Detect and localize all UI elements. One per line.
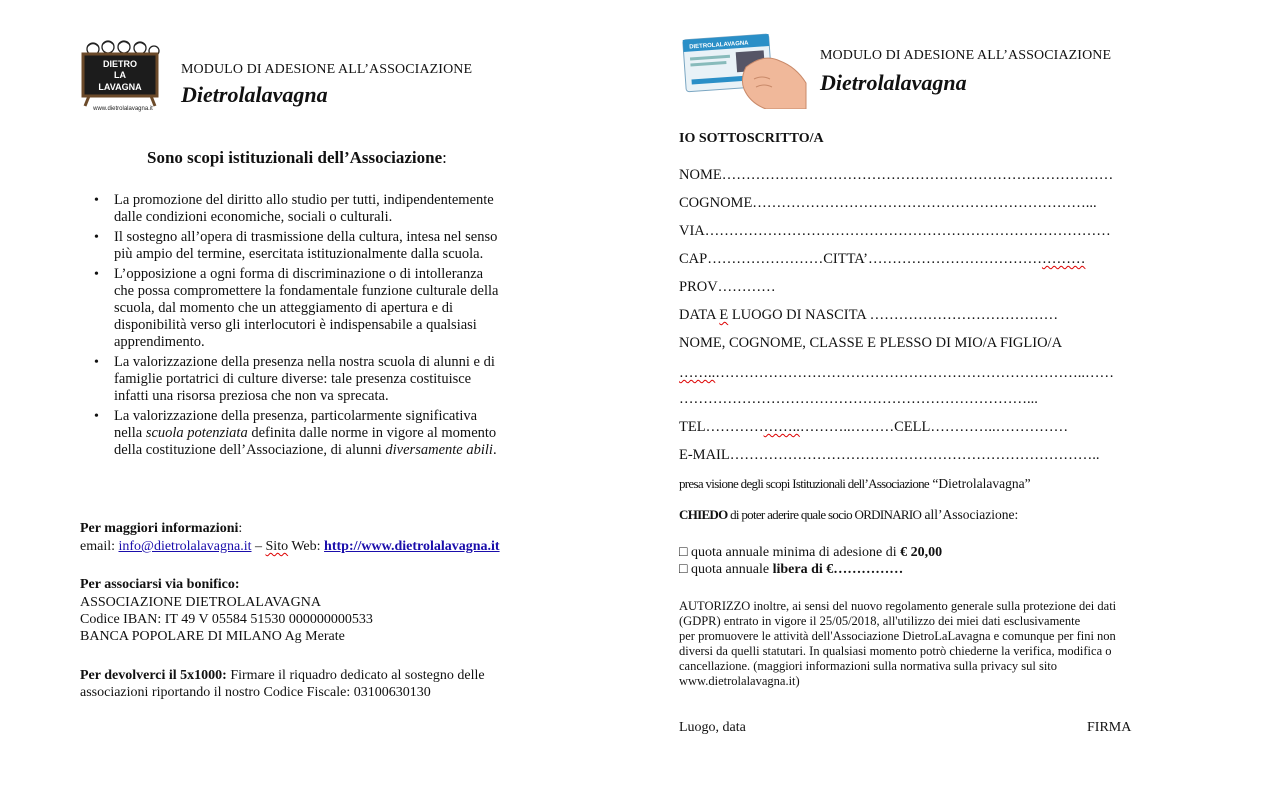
request-line	[679, 506, 1018, 524]
birth-e: E	[719, 307, 729, 323]
text-span: nella	[114, 425, 146, 441]
logo-caption: www.dietrolalavagna.it	[93, 106, 153, 112]
purpose-item	[88, 192, 608, 226]
field-cognome[interactable]: COGNOME……………………………………………………………...	[679, 195, 1097, 211]
purpose-item	[88, 354, 608, 405]
logo-line-3: LAVAGNA	[98, 82, 142, 92]
logo-line-1: DIETRO	[102, 59, 138, 69]
cap-citta-tail: ………	[1041, 251, 1086, 267]
bank-line: BANCA POPOLARE DI MILANO Ag Merate	[80, 629, 345, 644]
privacy-line: per promuovere le attività dell'Associazione DietroLaLavagna e comunque per fini non	[679, 629, 1116, 643]
fiscal-line-1	[80, 667, 485, 684]
purposes-title: Sono scopi istituzionali dell’Associazione	[147, 148, 443, 167]
info-title: Per maggiori informazioni	[80, 521, 239, 536]
subscriber-title: IO SOTTOSCRITTO/A	[679, 131, 824, 146]
privacy-line: cancellazione. (maggiori informazioni sulla normativa sulla privacy sul sito	[679, 659, 1058, 673]
text-span: .	[492, 442, 497, 458]
field-child-line2[interactable]: ………………………………………………………………...	[679, 391, 1038, 407]
child-line1-head: ……..	[679, 365, 716, 381]
right-header-title: Dietrolalavagna	[820, 70, 967, 95]
child-line1: …………………………………………………………………..……	[715, 365, 1114, 381]
purpose-line	[114, 425, 608, 442]
left-logo	[79, 40, 165, 112]
bank-line: Codice IBAN: IT 49 V 05584 51530 000000000533	[80, 612, 373, 627]
vision-quote: “Dietrolalavagna”	[929, 476, 1031, 491]
contact-line	[80, 538, 500, 555]
field-nome[interactable]: NOME………………………………………………………………………	[679, 167, 1114, 183]
field-via[interactable]: VIA…………………………………………………………………………	[679, 223, 1111, 239]
field-prov[interactable]: PROV…………	[679, 279, 776, 295]
tel-mid: ……..	[763, 419, 800, 435]
logo-line-2: LA	[114, 70, 126, 80]
card-in-hand-icon	[676, 27, 811, 109]
purpose-line: disponibilità verso gli interlocutori è indispensabile a qualsiasi	[114, 317, 477, 333]
vision-line	[679, 475, 1031, 493]
tel-pre: TEL…………	[679, 419, 764, 435]
birth-post: LUOGO DI NASCITA …………………………………	[728, 307, 1059, 323]
purpose-line: infatti una risorsa preziosa che non va sprecata.	[114, 388, 389, 404]
email-label: email:	[80, 539, 119, 554]
privacy-line: AUTORIZZO inoltre, ai sensi del nuovo regolamento generale sulla protezione dei dati	[679, 599, 1117, 613]
separator: –	[251, 539, 266, 554]
request-bold: CHIEDO	[679, 507, 728, 522]
site-label: Sito	[265, 539, 289, 554]
cap-citta-text: CAP……………………CITTA’………………………………	[679, 251, 1042, 267]
field-birth[interactable]	[679, 307, 1058, 324]
purpose-line: scuola, dal momento che un atteggiamento di apertura e di	[114, 300, 454, 316]
request-tail: all’Associazione:	[921, 507, 1019, 522]
field-child-line1[interactable]	[679, 365, 1114, 382]
text-span: definita dalle norme in vigore al momento	[247, 425, 497, 441]
quota-minimum-option[interactable]	[679, 544, 942, 561]
privacy-line: diversi da quelli statutari. In qualsiasi momento potrò chiederne la verifica, modifica o	[679, 644, 1112, 658]
request-text: di poter aderire quale socio ORDINARIO	[727, 507, 922, 522]
quota1-amount: € 20,00	[900, 545, 943, 560]
info-colon: :	[238, 521, 243, 536]
membership-card-image	[676, 27, 811, 109]
purpose-item	[88, 266, 608, 351]
birth-pre: DATA	[679, 307, 720, 323]
email-link[interactable]: info@dietrolalavagna.it	[118, 539, 252, 554]
vision-text: presa visione degli scopi Istituzionali dell’Associazione	[679, 476, 929, 491]
left-header-title: Dietrolalavagna	[181, 82, 328, 107]
purpose-item	[88, 229, 608, 263]
purpose-line: famiglie portatrici di culture diverse: tale presenza costituisce	[114, 371, 472, 387]
fiscal-line-2: associazioni riportando il nostro Codice Fiscale: 03100630130	[80, 685, 431, 700]
purpose-line: che possa compromettere la fondamentale funzione culturale della	[114, 283, 499, 299]
bank-line: ASSOCIAZIONE DIETROLALAVAGNA	[80, 595, 321, 610]
fiscal-title: Per devolverci il 5x1000:	[80, 668, 227, 683]
emphasis: scuola potenziata	[145, 425, 248, 441]
bank-title: Per associarsi via bonifico:	[80, 577, 240, 592]
field-tel-cell[interactable]	[679, 419, 1068, 436]
left-header-line1: MODULO DI ADESIONE ALL’ASSOCIAZIONE	[181, 62, 473, 77]
right-header-line1: MODULO DI ADESIONE ALL’ASSOCIAZIONE	[820, 48, 1112, 63]
quota2-amount: libera di €……………	[772, 562, 904, 577]
purpose-line: • La valorizzazione della presenza nella nostra scuola di alunni e di	[114, 354, 495, 370]
site-link[interactable]: http://www.dietrolalavagna.it	[324, 539, 500, 554]
site-label-2: Web:	[288, 539, 325, 554]
field-cap-citta[interactable]	[679, 251, 1085, 268]
purpose-line	[114, 442, 608, 459]
text-span: della costituzione dell’Associazione, di alunni	[114, 442, 386, 458]
place-date-label: Luogo, data	[679, 720, 746, 735]
purpose-item	[88, 408, 608, 459]
child-label: NOME, COGNOME, CLASSE E PLESSO DI MIO/A FIGLIO/A	[679, 335, 1063, 351]
privacy-line: (GDPR) entrato in vigore il 25/05/2018, all'utilizzo dei miei dati esclusivamente	[679, 614, 1081, 628]
privacy-line: www.dietrolalavagna.it)	[679, 674, 800, 688]
chalkboard-logo-icon	[79, 40, 165, 112]
fiscal-text: Firmare il riquadro dedicato al sostegno delle	[226, 668, 485, 683]
signature-label: FIRMA	[1087, 720, 1132, 735]
card-label: DIETROLALAVAGNA	[689, 40, 749, 51]
quota2-text: □ quota annuale	[679, 562, 773, 577]
purpose-line: • La valorizzazione della presenza, particolarmente significativa	[114, 408, 478, 424]
info-heading	[80, 520, 242, 537]
purpose-line: • La promozione del diritto allo studio per tutti, indipendentemente	[114, 192, 494, 208]
field-email[interactable]: E-MAIL…………………………………………………………………..	[679, 447, 1100, 463]
purposes-colon: :	[442, 148, 447, 167]
purpose-line: • Il sostegno all’opera di trasmissione della cultura, intesa nel senso	[114, 229, 498, 245]
quota1-text: □ quota annuale minima di adesione di	[679, 545, 901, 560]
purposes-heading	[147, 148, 447, 168]
purpose-line: apprendimento.	[114, 334, 205, 350]
purpose-line: dalle condizioni economiche, sociali o culturali.	[114, 209, 393, 225]
purpose-line: • L’opposizione a ogni forma di discriminazione o di intolleranza	[114, 266, 484, 282]
purpose-line: più ampio del termine, esercitata istituzionalmente dalla scuola.	[114, 246, 484, 262]
purposes-list	[88, 192, 608, 462]
quota-free-option[interactable]	[679, 561, 903, 578]
tel-post: ………..………CELL…………..……………	[799, 419, 1069, 435]
emphasis: diversamente abili	[385, 442, 493, 458]
